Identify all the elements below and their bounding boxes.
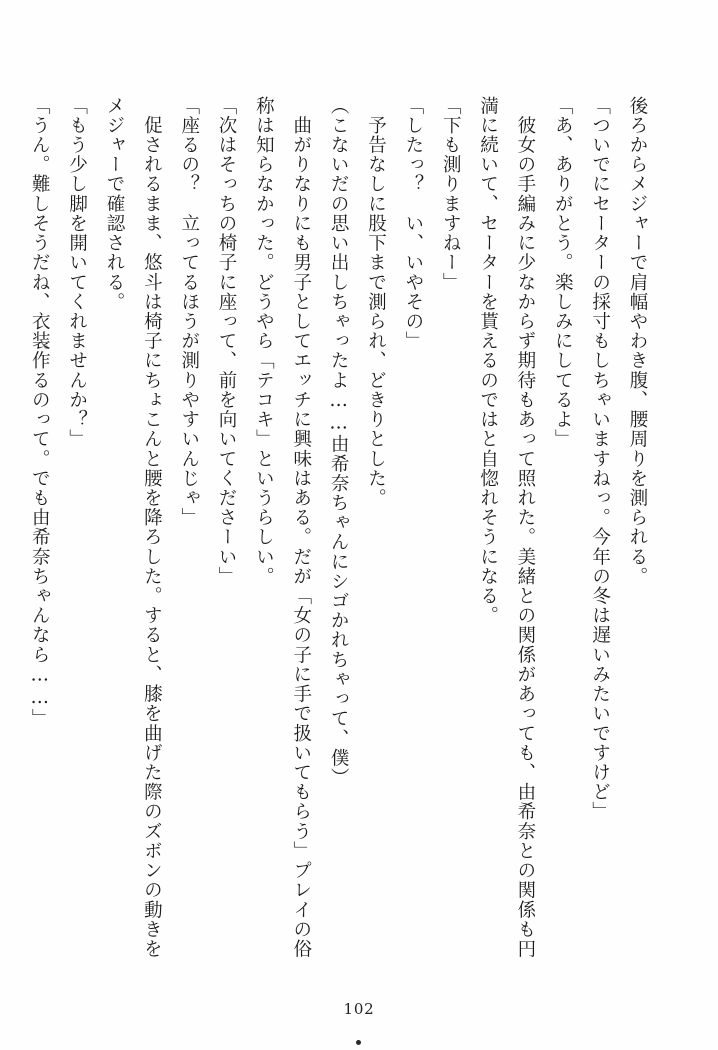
paragraph: 曲がりなりにも男子としてエッチに興味はある。だが「女の子に手で扱いてもらう」プレイの俗称は知らなかった。どうやら「テコキ」というらしい。 — [253, 96, 312, 959]
paragraph: 彼女の手編みに少なからず期待もあって照れた。美緒との関係があっても、由希奈との関係も円満に続いて、セーターを貰えるのではと自惚れそうになる。 — [477, 96, 536, 959]
page-number: 102 — [343, 1000, 375, 1018]
paragraph: 「次はそっちの椅子に座って、前を向いてくださーい」 — [216, 96, 238, 587]
paragraph: 予告なしに股下まで測られ、どきりとした。 — [365, 96, 387, 508]
paragraph: 「あ、ありがとう。楽しみにしてるよ」 — [552, 96, 574, 449]
paragraph: 「もう少し脚を開いてくれませんか？」 — [66, 96, 88, 449]
paragraph: 「うん。難しそうだね、衣装作るのって。でも由希奈ちゃんなら……」 — [29, 96, 51, 729]
paragraph: 「下も測りますねー」 — [440, 96, 462, 293]
print-speck — [356, 1040, 361, 1045]
paragraph: 「したっ？ い、いやその」 — [402, 96, 424, 351]
body-text — [21, 96, 656, 976]
paragraph: 「ついでにセーターの採寸もしちゃいますねっ。今年の冬は遅いみたいですけど」 — [589, 96, 611, 822]
paragraph: （こないだの思い出しちゃったよ……由希奈ちゃんにシゴかれちゃって、僕） — [328, 96, 350, 788]
paragraph: 促されるまま、悠斗は椅子にちょこんと腰を降ろした。すると、膝を曲げた際のズボンの動きをメジャーで確認される。 — [103, 96, 163, 959]
paragraph: 後ろからメジャーで肩幅やわき腹、腰周りを測られる。 — [627, 96, 648, 587]
paragraph: 「座るの？ 立ってるほうが測りやすいんじゃ」 — [178, 96, 200, 528]
